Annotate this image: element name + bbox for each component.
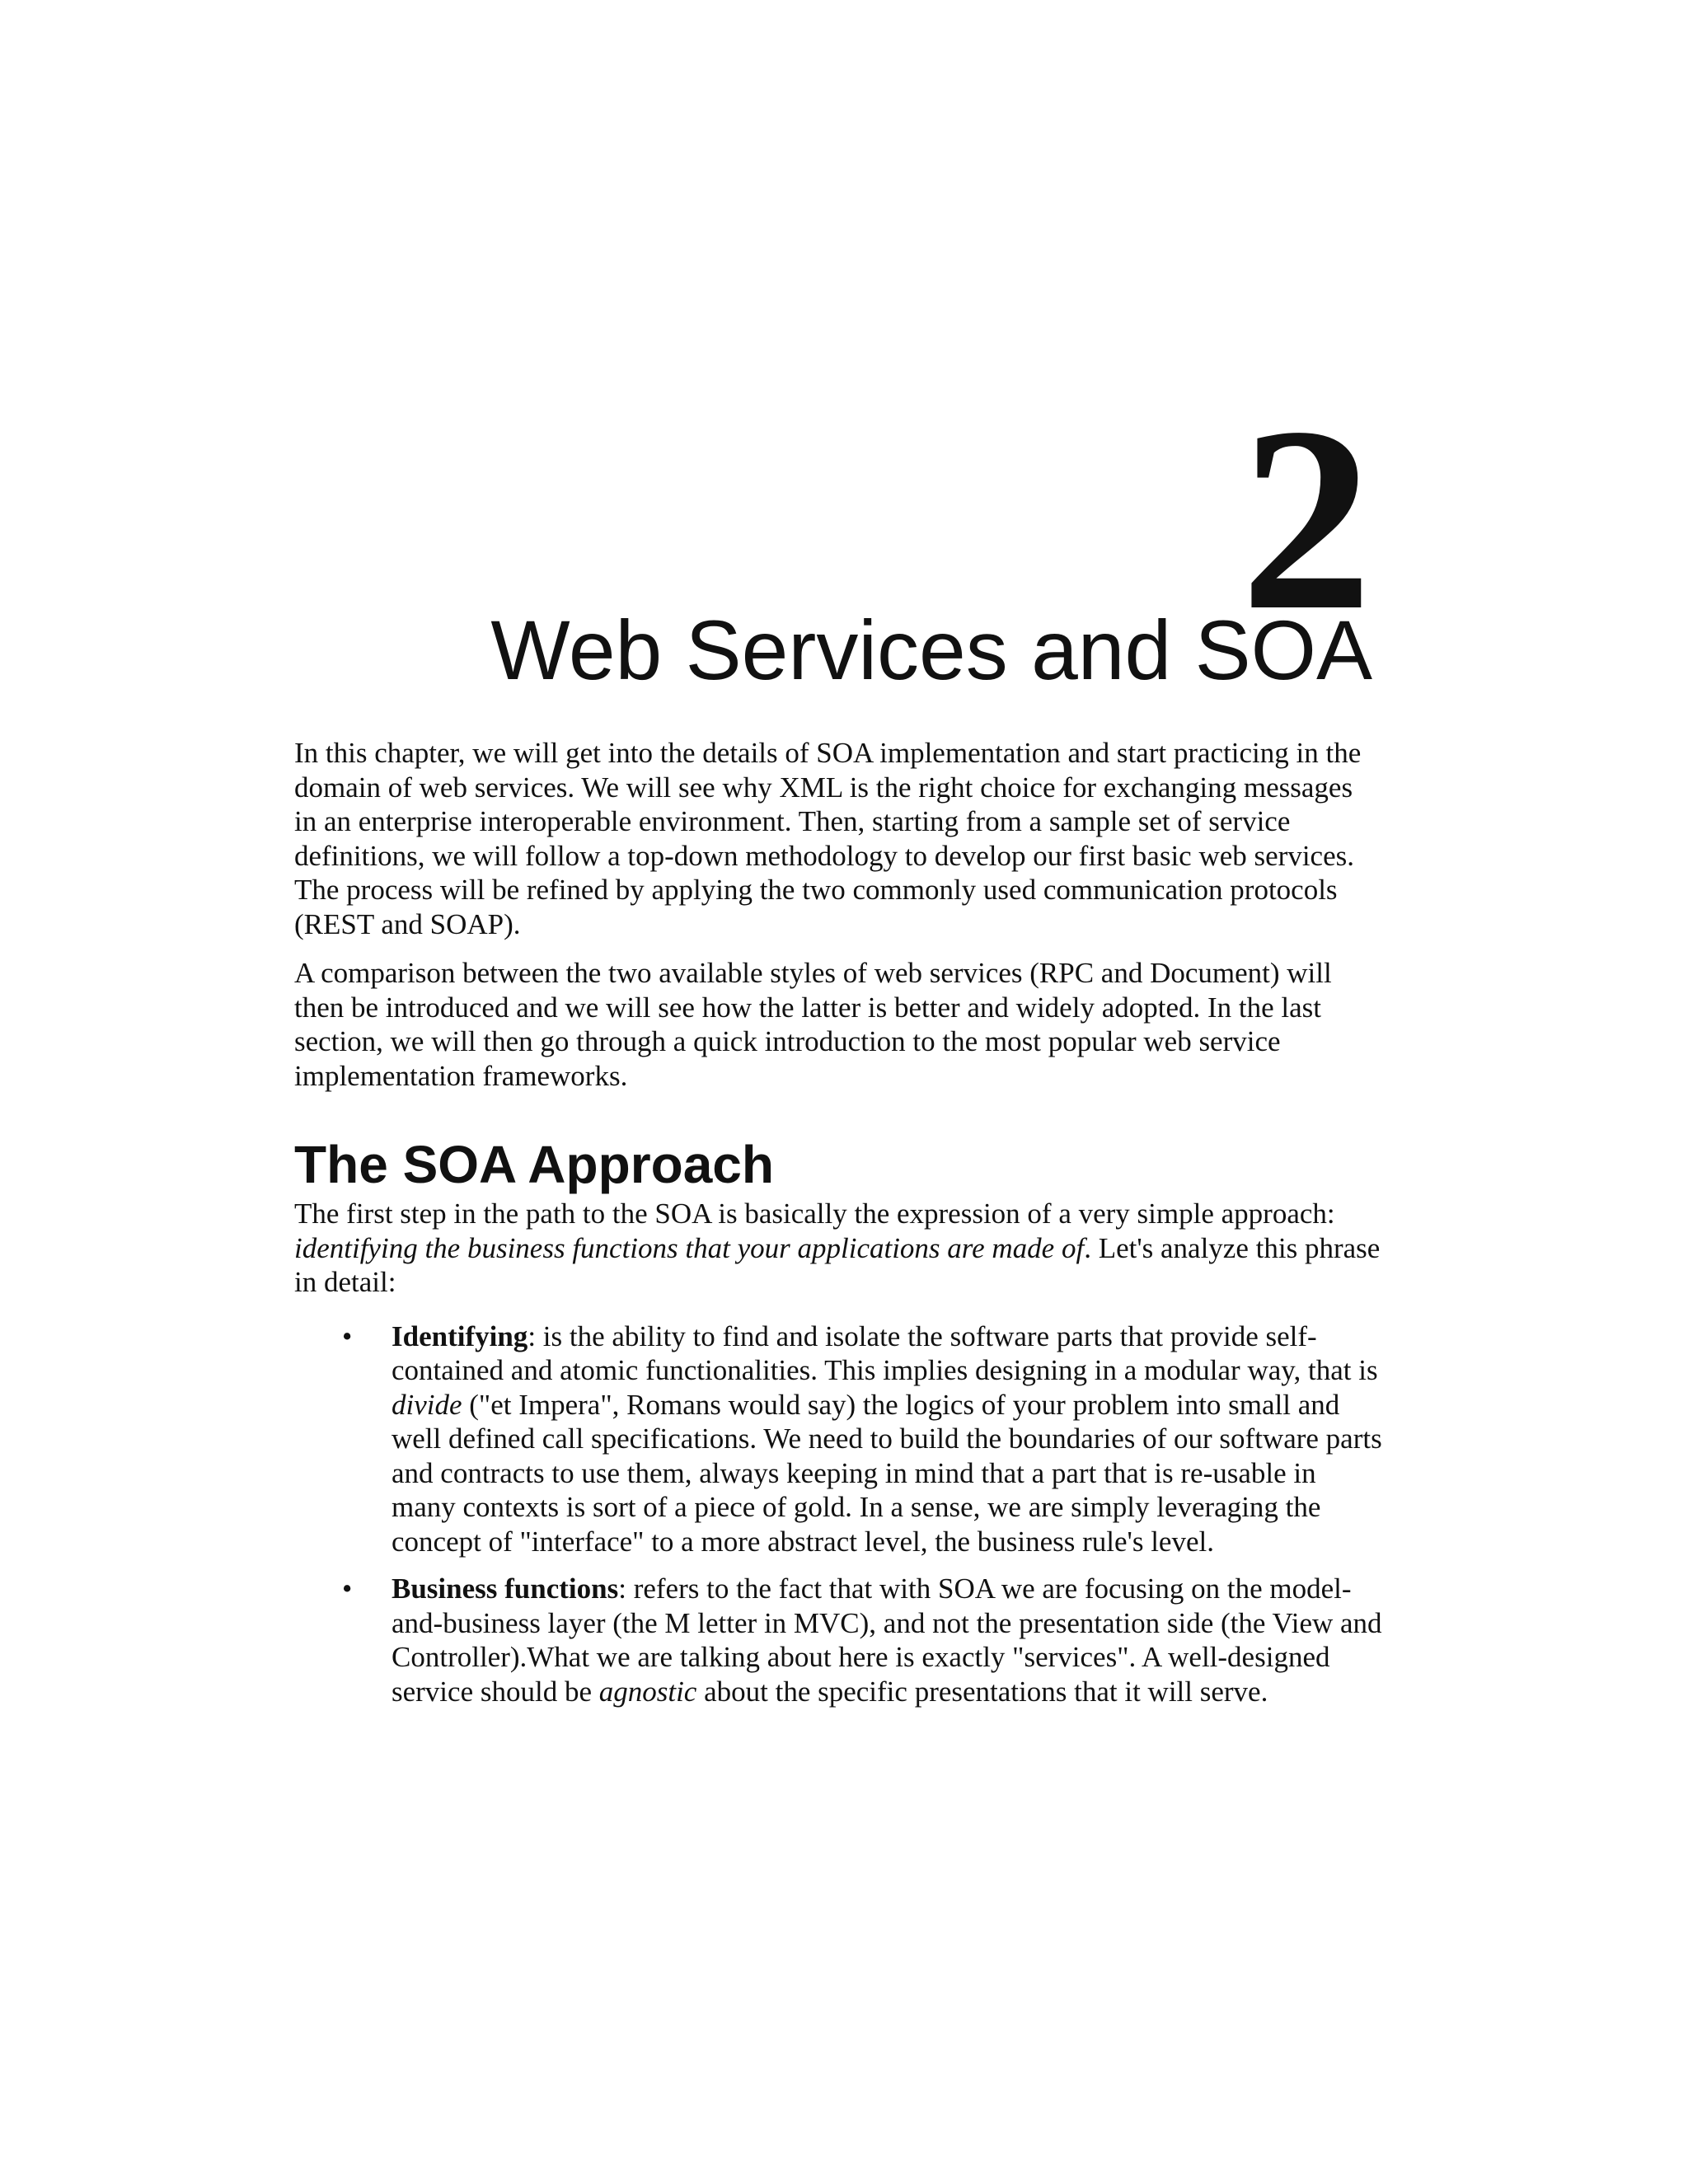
bullet-icon: • [342,1572,353,1605]
bullet-emphasis: agnostic [598,1675,697,1708]
bullet-business-functions [294,1572,1382,1708]
chapter-title: Web Services and SOA [490,603,1372,697]
section-paragraph-emphasis: identifying the business functions that your applications are made of [294,1231,1085,1264]
section-paragraph-start: The first step in the path to the SOA is basically the expression of a very simple approach: [294,1197,1335,1230]
bullet-identifying [294,1319,1382,1559]
intro-paragraph-1: In this chapter, we will get into the details of SOA implementation and start practicing in the domain of web services. We will see why XML is the right choice for exchanging messages in an enterprise interoperable environment. Then, starting from a sample set of service definitions, we will follow a top-down methodology to develop our first basic web services. The process will be refined by applying the two commonly used communication protocols (REST and SOAP). [294,737,1362,940]
section-paragraph-end: . Let's analyze this phrase in detail: [294,1231,1381,1299]
bullet-term: Identifying [392,1319,528,1352]
page-body [294,736,1382,1722]
bullet-icon: • [342,1319,353,1352]
bullet-text-continued: about the specific presentations that it will serve. [696,1675,1268,1708]
section-paragraph [294,1197,1382,1300]
bullet-emphasis: divide [392,1388,462,1421]
chapter-number: 2 [1240,373,1372,665]
bullet-list [294,1319,1382,1709]
intro-paragraph-2: A comparison between the two available styles of web services (RPC and Document) will then be introduced and we will see how the latter is better and widely adopted. In the last section, we will then go through a quick introduction to the most popular web service implementation frameworks. [294,957,1332,1092]
bullet-text: : is the ability to find and isolate the software parts that provide self-contained and atomic functionalities. This implies designing in a modular way, that is [392,1319,1378,1387]
bullet-term: Business functions [392,1572,619,1605]
bullet-text-continued: ("et Impera", Romans would say) the logics of your problem into small and well defined call specifications. We need to build the boundaries of our software parts and contracts to use them, always keeping in mind that a part that is re-usable in many contexts is sort of a piece of gold. In a sense, we are simply leveraging the concept of "interface" to a more abstract level, the business rule's level. [392,1388,1382,1558]
section-heading: The SOA Approach [294,1135,774,1194]
bullet-text: : refers to the fact that with SOA we are focusing on the model-and-business layer (the M letter in MVC), and not the presentation side (the View and Controller).What we are talking about here is exactly "services". A well-designed service should be [392,1572,1382,1708]
